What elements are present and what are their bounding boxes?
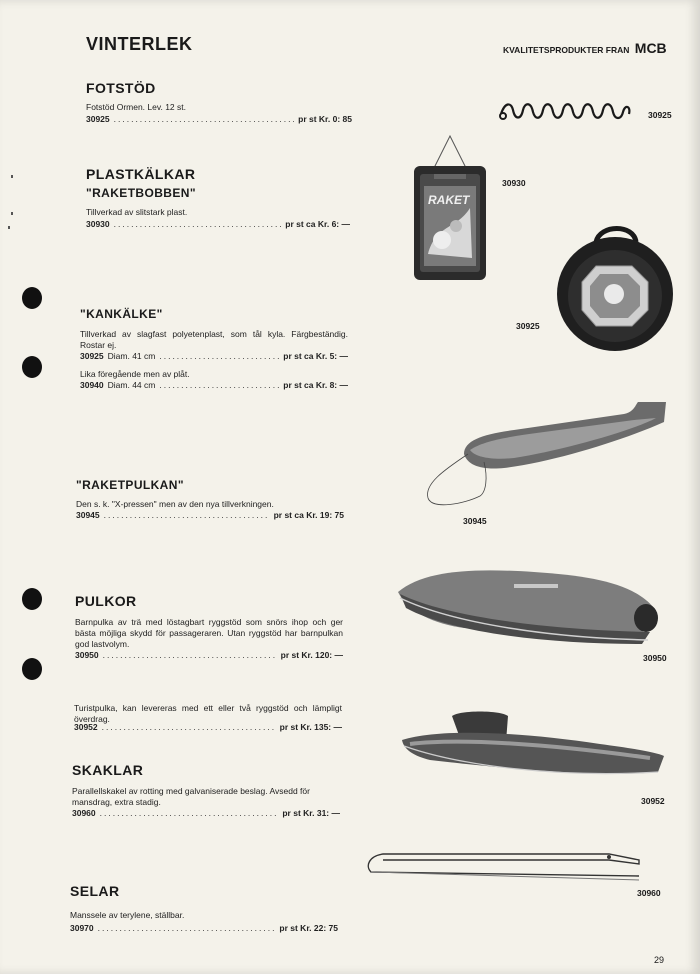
margin-mark	[11, 212, 13, 215]
spring-footrest-illustration	[497, 100, 637, 126]
price: pr st ca Kr. 19: 75	[273, 510, 344, 520]
margin-mark	[11, 175, 13, 178]
price: pr st ca Kr. 5: —	[283, 351, 348, 361]
section-heading-selar: SELAR	[70, 883, 120, 899]
section-heading-fotstod: FOTSTÖD	[86, 80, 156, 96]
article-code: 30940	[80, 380, 104, 390]
pulkor-price-line	[75, 650, 343, 660]
price: pr st Kr. 31: —	[282, 808, 340, 818]
kankalke-price-line-2	[80, 380, 348, 390]
kankalke-desc-2: Lika föregående men av plåt.	[80, 369, 190, 379]
skaklar-price-line	[72, 808, 340, 818]
skakel-illustration	[363, 850, 643, 886]
leader-dots	[102, 722, 276, 732]
raket-logo-text: RAKET	[428, 193, 470, 207]
binder-hole	[22, 658, 42, 680]
page-title: VINTERLEK	[86, 34, 193, 54]
plastkalkar-price-line	[86, 219, 350, 229]
margin-mark	[8, 226, 10, 229]
raketbobben-illustration	[412, 134, 490, 284]
article-code: 30925	[80, 351, 104, 361]
raketpulkan-desc: Den s. k. "X-pressen" men av den nya tillverkningen.	[76, 499, 274, 509]
tagline-text: KVALITETSPRODUKTER FRAN	[503, 45, 630, 55]
image-label: 30925	[516, 321, 540, 331]
price: pr st Kr. 120: —	[280, 650, 343, 660]
leader-dots	[104, 510, 270, 520]
price: pr st Kr. 22: 75	[279, 923, 338, 933]
fotstod-price-line	[86, 114, 352, 124]
plastkalkar-desc: Tillverkad av slitstark plast.	[86, 207, 188, 217]
price: pr st Kr. 0: 85	[298, 114, 352, 124]
section-heading-skaklar: SKAKLAR	[72, 762, 144, 778]
article-code: 30930	[86, 219, 110, 229]
article-code: 30925	[86, 114, 110, 124]
kankalke-desc: Tillverkad av slagfast polyetenplast, som tål kyla. Färgbeständig. Rostar ej.	[80, 329, 348, 350]
kankalke-illustration	[556, 222, 676, 354]
leader-dots	[114, 114, 295, 124]
section-heading-pulkor: PULKOR	[75, 593, 137, 609]
price: pr st Kr. 135: —	[279, 722, 342, 732]
pulkor-desc: Barnpulka av trä med löstagbart ryggstöd som snörs ihop och ger bästa möjliga skydd för passageraren. Utan ryggstöd har barnpulkan god lastvolym.	[75, 617, 343, 649]
binder-hole	[22, 287, 42, 309]
image-label: 30930	[502, 178, 526, 188]
turistpulka-illustration	[400, 708, 668, 788]
leader-dots	[100, 808, 279, 818]
selar-price-line	[70, 923, 338, 933]
article-code: 30970	[70, 923, 94, 933]
kankalke-price-line-1	[80, 351, 348, 361]
page-number: 29	[654, 955, 665, 965]
leader-dots	[98, 923, 276, 933]
selar-desc: Manssele av terylene, ställbar.	[70, 910, 185, 920]
diameter-text: Diam. 41 cm	[107, 351, 156, 361]
subheading-raketbobben: "RAKETBOBBEN"	[86, 186, 196, 200]
section-heading-kankalke: "KANKÄLKE"	[80, 307, 163, 321]
pulkor-desc-2: Turistpulka, kan levereras med ett eller två ryggstöd och lämpligt överdrag.	[74, 703, 342, 724]
leader-dots	[159, 351, 279, 361]
image-label: 30925	[648, 110, 672, 120]
article-code: 30950	[75, 650, 99, 660]
raketpulkan-price-line	[76, 510, 344, 520]
leader-dots	[103, 650, 277, 660]
article-code: 30952	[74, 722, 98, 732]
leader-dots	[114, 219, 282, 229]
article-code: 30945	[76, 510, 100, 520]
section-heading-plastkalkar: PLASTKÄLKAR	[86, 166, 196, 182]
leader-dots	[159, 380, 279, 390]
brand-logo: MCB	[634, 40, 667, 56]
raketpulkan-illustration	[424, 400, 670, 512]
diameter-text: Diam. 44 cm	[107, 380, 156, 390]
header-tagline	[503, 40, 667, 56]
skaklar-desc: Parallellskakel av rotting med galvaniserade beslag. Avsedd för mansdrag, extra stadig.	[72, 786, 310, 807]
pulkor-price-line-2	[74, 722, 342, 732]
article-code: 30960	[72, 808, 96, 818]
barnpulka-illustration	[394, 568, 666, 650]
price: pr st ca Kr. 6: —	[285, 219, 350, 229]
image-label: 30945	[463, 516, 487, 526]
price: pr st ca Kr. 8: —	[283, 380, 348, 390]
fotstod-desc: Fotstöd Ormen. Lev. 12 st.	[86, 102, 186, 112]
binder-hole	[22, 356, 42, 378]
image-label: 30960	[637, 888, 661, 898]
image-label: 30952	[641, 796, 665, 806]
binder-hole	[22, 588, 42, 610]
image-label: 30950	[643, 653, 667, 663]
section-heading-raketpulkan: "RAKETPULKAN"	[76, 478, 184, 492]
